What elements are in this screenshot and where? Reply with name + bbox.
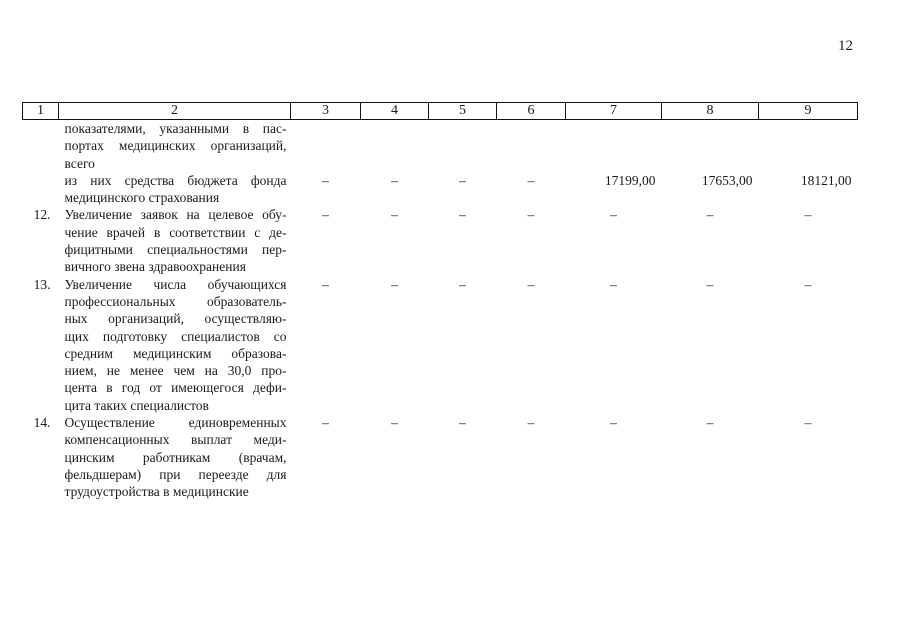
- column-header: 4: [361, 103, 429, 120]
- cell-value: [291, 120, 361, 172]
- cell-value: –: [391, 172, 398, 188]
- row-number: [23, 172, 59, 207]
- description-line: фельдшерам) при переезде для: [64, 466, 287, 482]
- cell-value: –: [706, 415, 714, 431]
- description-line: чение врачей в соответствии с де-: [64, 224, 287, 240]
- cell-value: [497, 120, 566, 172]
- cell-value: [759, 120, 858, 172]
- cell-value: [429, 120, 497, 172]
- row-description: [59, 206, 291, 275]
- table-row: [23, 172, 858, 207]
- data-table: [22, 102, 858, 501]
- cell-value: –: [527, 415, 535, 431]
- description-line: нием, не менее чем на 30,0 про-: [64, 363, 287, 379]
- cell-value: –: [322, 172, 329, 188]
- description-line: портах медицинских организаций,: [64, 138, 287, 154]
- description-line: Осуществление единовременных: [64, 415, 287, 431]
- cell-value: –: [610, 207, 617, 223]
- row-description: [59, 414, 291, 500]
- row-number: [23, 120, 59, 172]
- cell-value: –: [322, 207, 329, 223]
- cell-value: –: [804, 276, 812, 292]
- description-line: вичного звена здравоохранения: [64, 259, 246, 275]
- table-row: [23, 120, 858, 172]
- row-description: [59, 172, 291, 207]
- description-line: средним медицинским образова-: [64, 345, 287, 361]
- column-header: 8: [662, 103, 759, 120]
- table-row: [23, 206, 858, 275]
- row-description: [59, 276, 291, 414]
- page-number: 12: [838, 38, 853, 54]
- row-number: 12.: [33, 207, 51, 223]
- cell-value: –: [610, 276, 617, 292]
- cell-value: 17199,00: [604, 172, 656, 188]
- description-line: щих подготовку специалистов со: [64, 328, 287, 344]
- description-line: всего: [64, 155, 95, 171]
- description-line: Увеличение заявок на целевое обу-: [64, 207, 287, 223]
- cell-value: –: [391, 276, 398, 292]
- cell-value: –: [804, 415, 812, 431]
- cell-value: 18121,00: [800, 172, 852, 188]
- cell-value: –: [527, 276, 535, 292]
- table-row: [23, 276, 858, 414]
- column-header: 1: [23, 103, 59, 120]
- cell-value: –: [322, 415, 329, 431]
- description-line: ных организаций, осуществляю-: [64, 311, 287, 327]
- description-line: показателями, указанными в пас-: [64, 121, 287, 136]
- cell-value: –: [804, 207, 812, 223]
- description-line: фицитными специальностями пер-: [64, 242, 287, 258]
- description-line: Увеличение числа обучающихся: [64, 276, 287, 292]
- row-description: [59, 120, 291, 172]
- column-header: 9: [759, 103, 858, 120]
- description-line: цита таких специалистов: [64, 397, 209, 413]
- cell-value: –: [459, 276, 466, 292]
- row-number: 14.: [33, 415, 51, 431]
- column-number-header-row: [23, 103, 858, 120]
- column-header: 5: [429, 103, 497, 120]
- cell-value: –: [706, 276, 714, 292]
- cell-value: [566, 120, 662, 172]
- cell-value: –: [391, 207, 398, 223]
- column-header: 3: [291, 103, 361, 120]
- cell-value: –: [527, 172, 535, 188]
- column-header: 6: [497, 103, 566, 120]
- cell-value: –: [459, 207, 466, 223]
- description-line: медицинского страхования: [64, 190, 220, 206]
- description-line: цента в год от имеющегося дефи-: [64, 380, 287, 396]
- cell-value: [662, 120, 759, 172]
- cell-value: [361, 120, 429, 172]
- cell-value: –: [459, 415, 466, 431]
- cell-value: –: [527, 207, 535, 223]
- description-line: из них средства бюджета фонда: [64, 172, 287, 188]
- table-row: [23, 414, 858, 500]
- cell-value: 17653,00: [701, 172, 753, 188]
- column-header: 2: [59, 103, 291, 120]
- description-line: трудоустройства в медицинские: [64, 484, 249, 500]
- cell-value: –: [322, 276, 329, 292]
- cell-value: –: [391, 415, 398, 431]
- description-line: компенсационных выплат меди-: [64, 432, 287, 448]
- column-header: 7: [566, 103, 662, 120]
- cell-value: –: [706, 207, 714, 223]
- description-line: цинским работникам (врачам,: [64, 449, 287, 465]
- row-number: 13.: [33, 276, 51, 292]
- cell-value: –: [610, 415, 617, 431]
- cell-value: –: [459, 172, 466, 188]
- description-line: профессиональных образователь-: [64, 293, 287, 309]
